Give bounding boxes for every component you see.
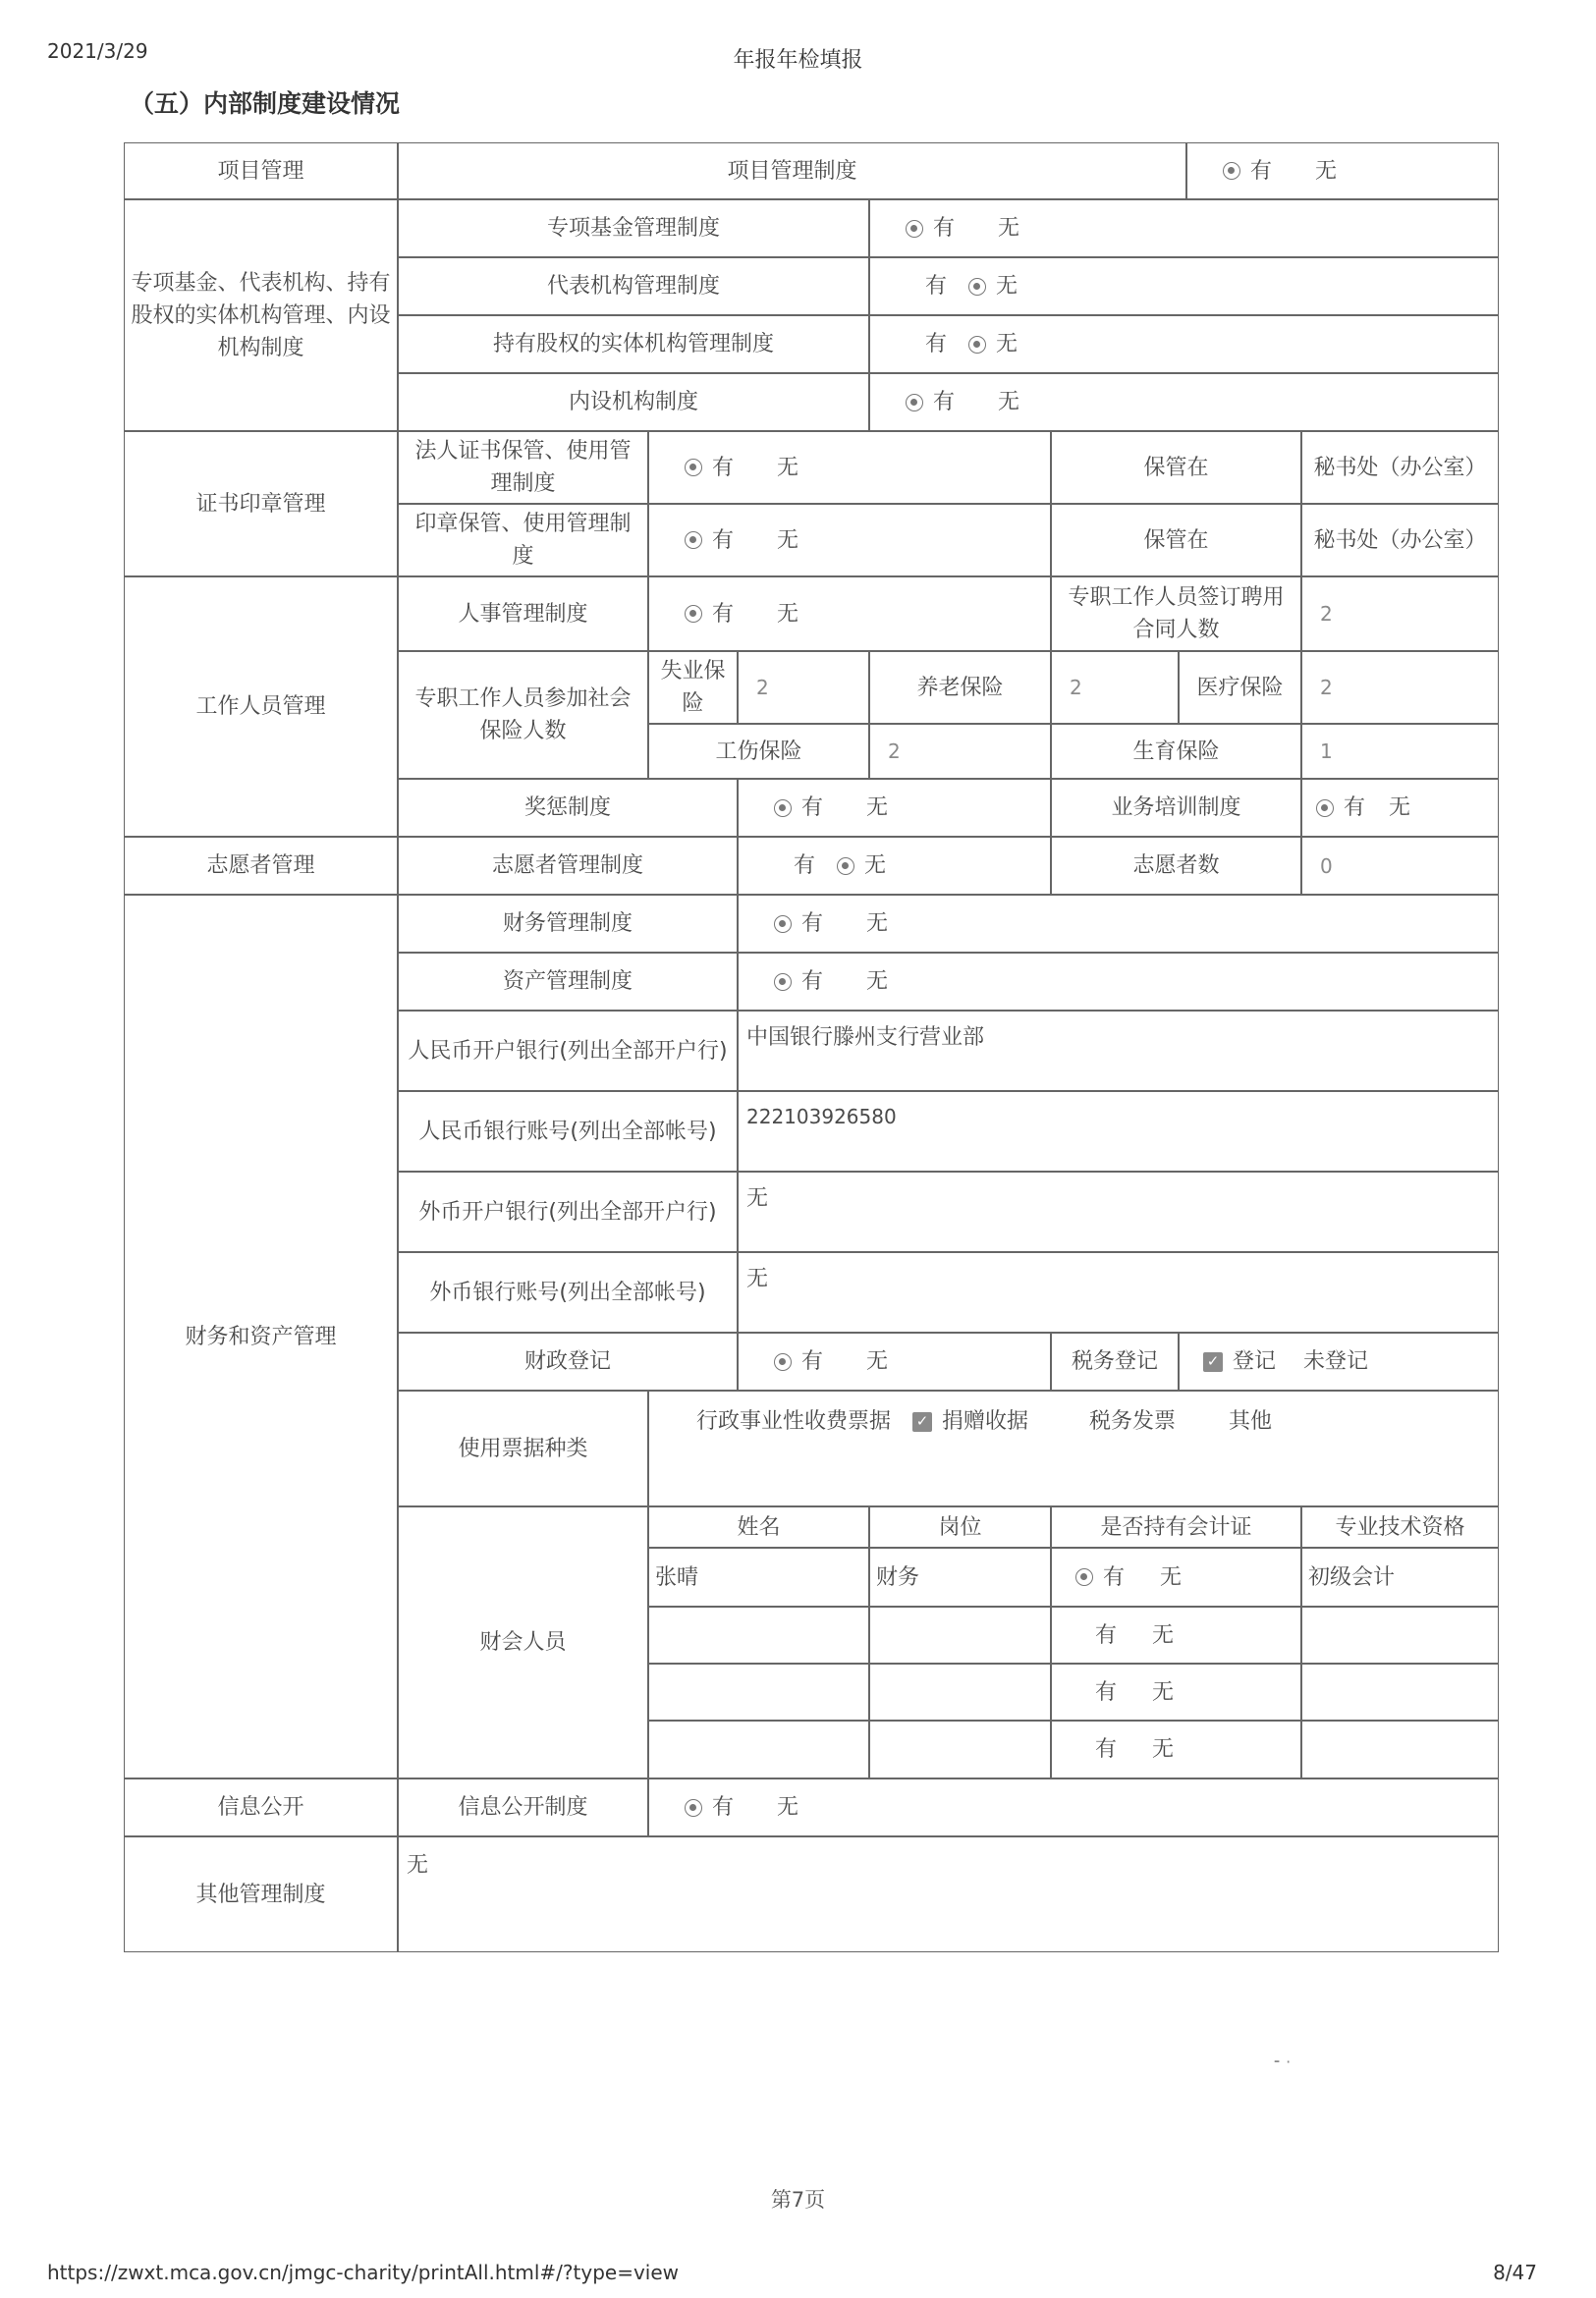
acct-row-1-qual: 初级会计	[1301, 1548, 1499, 1607]
acct-header-post: 岗位	[869, 1506, 1051, 1548]
training-label: 业务培训制度	[1051, 779, 1301, 837]
equity-entity-options: 有 无	[869, 315, 1499, 373]
contract-count-value: 2	[1301, 576, 1499, 651]
radio-selected-icon[interactable]	[774, 799, 792, 817]
checkbox-checked-icon[interactable]: ✓	[1203, 1352, 1223, 1372]
representative-label: 代表机构管理制度	[398, 257, 869, 315]
volunteer-count-value: 0	[1301, 837, 1499, 895]
pension-label: 养老保险	[869, 651, 1051, 724]
acct-row-4-cert: 有 无	[1051, 1721, 1301, 1778]
acct-row-3-post	[869, 1664, 1051, 1721]
acct-row-3-name	[648, 1664, 869, 1721]
unemployment-value: 2	[738, 651, 869, 724]
pension-value: 2	[1051, 651, 1179, 724]
print-date: 2021/3/29	[47, 39, 148, 63]
tax-reg-options: ✓ 登记 未登记	[1179, 1333, 1499, 1391]
medical-value: 2	[1301, 651, 1499, 724]
radio-selected-icon[interactable]	[685, 531, 702, 549]
project-system-options: 有 无	[1186, 142, 1499, 199]
acct-header-qual: 专业技术资格	[1301, 1506, 1499, 1548]
radio-selected-icon[interactable]	[685, 1799, 702, 1817]
radio-selected-icon[interactable]	[968, 278, 986, 296]
special-fund-label: 专项基金管理制度	[398, 199, 869, 257]
footer-url: https://zwxt.mca.gov.cn/jmgc-charity/printAll.html#/?type=view	[47, 2261, 680, 2284]
hr-system-options: 有 无	[648, 576, 1051, 651]
footer-page-count: 8/47	[1493, 2261, 1537, 2284]
acct-row-4-name	[648, 1721, 869, 1778]
other-system-value: 无	[398, 1836, 1499, 1952]
hr-system-label: 人事管理制度	[398, 576, 648, 651]
internal-org-options: 有 无	[869, 373, 1499, 431]
rmb-bank-label: 人民币开户银行(列出全部开户行)	[398, 1011, 738, 1091]
acct-row-2-qual	[1301, 1607, 1499, 1664]
certificate-label: 法人证书保管、使用管理制度	[398, 431, 648, 504]
section-title: （五）内部制度建设情况	[130, 89, 401, 118]
fx-account-value: 无	[738, 1252, 1499, 1333]
training-options: 有 无	[1301, 779, 1499, 837]
acct-row-4-post	[869, 1721, 1051, 1778]
maternity-label: 生育保险	[1051, 724, 1301, 779]
category-project: 项目管理	[124, 142, 398, 199]
volunteer-count-label: 志愿者数	[1051, 837, 1301, 895]
injury-value: 2	[869, 724, 1051, 779]
disclosure-system-label: 信息公开制度	[398, 1778, 648, 1836]
fx-account-label: 外币银行账号(列出全部帐号)	[398, 1252, 738, 1333]
finance-system-label: 财务管理制度	[398, 895, 738, 953]
radio-selected-icon[interactable]	[1075, 1568, 1093, 1586]
acct-row-1-post: 财务	[869, 1548, 1051, 1607]
internal-system-form	[124, 142, 1499, 1964]
seal-kept-at: 秘书处（办公室）	[1301, 504, 1499, 576]
acct-row-3-qual	[1301, 1664, 1499, 1721]
checkbox-checked-icon[interactable]: ✓	[912, 1412, 932, 1432]
representative-options: 有 无	[869, 257, 1499, 315]
fiscal-reg-label: 财政登记	[398, 1333, 738, 1391]
certificate-kept-at: 秘书处（办公室）	[1301, 431, 1499, 504]
category-special: 专项基金、代表机构、持有股权的实体机构管理、内设机构制度	[124, 199, 398, 431]
document-title: 年报年检填报	[733, 48, 863, 73]
rmb-bank-value: 中国银行滕州支行营业部	[738, 1011, 1499, 1091]
volunteer-system-options: 有 无	[738, 837, 1051, 895]
acct-row-1-cert: 有 无	[1051, 1548, 1301, 1607]
special-fund-options: 有 无	[869, 199, 1499, 257]
volunteer-system-label: 志愿者管理制度	[398, 837, 738, 895]
category-seal: 证书印章管理	[124, 431, 398, 576]
maternity-value: 1	[1301, 724, 1499, 779]
radio-selected-icon[interactable]	[906, 394, 923, 411]
insured-label: 专职工作人员参加社会保险人数	[398, 651, 648, 779]
category-disclosure: 信息公开	[124, 1778, 398, 1836]
asset-system-options: 有 无	[738, 953, 1499, 1011]
disclosure-system-options: 有 无	[648, 1778, 1499, 1836]
acct-header-cert: 是否持有会计证	[1051, 1506, 1301, 1548]
scan-speck: ⁃ ·	[1273, 2052, 1292, 2071]
project-system-label: 项目管理制度	[398, 142, 1186, 199]
rmb-account-value: 222103926580	[738, 1091, 1499, 1172]
certificate-kept-label: 保管在	[1051, 431, 1301, 504]
radio-selected-icon[interactable]	[1223, 162, 1240, 180]
receipt-type-label: 使用票据种类	[398, 1391, 648, 1506]
acct-row-3-cert: 有 无	[1051, 1664, 1301, 1721]
radio-selected-icon[interactable]	[774, 1353, 792, 1371]
radio-selected-icon[interactable]	[968, 336, 986, 354]
certificate-options: 有 无	[648, 431, 1051, 504]
category-staff: 工作人员管理	[124, 576, 398, 837]
reward-label: 奖惩制度	[398, 779, 738, 837]
unemployment-label: 失业保险	[648, 651, 738, 724]
medical-label: 医疗保险	[1179, 651, 1301, 724]
radio-selected-icon[interactable]	[685, 605, 702, 623]
acct-row-2-name	[648, 1607, 869, 1664]
page-number: 第7页	[770, 2188, 826, 2212]
acct-row-2-post	[869, 1607, 1051, 1664]
accountants-label: 财会人员	[398, 1506, 648, 1778]
acct-row-1-name: 张晴	[648, 1548, 869, 1607]
category-volunteer: 志愿者管理	[124, 837, 398, 895]
category-finance: 财务和资产管理	[124, 895, 398, 1778]
radio-selected-icon[interactable]	[837, 857, 854, 875]
acct-header-name: 姓名	[648, 1506, 869, 1548]
seal-kept-label: 保管在	[1051, 504, 1301, 576]
fx-bank-value: 无	[738, 1172, 1499, 1252]
radio-selected-icon[interactable]	[774, 915, 792, 933]
radio-selected-icon[interactable]	[774, 973, 792, 991]
fiscal-reg-options: 有 无	[738, 1333, 1051, 1391]
radio-selected-icon[interactable]	[1316, 799, 1334, 817]
receipt-type-options: 行政事业性收费票据 ✓ 捐赠收据 税务发票 其他	[648, 1391, 1499, 1506]
rmb-account-label: 人民币银行账号(列出全部帐号)	[398, 1091, 738, 1172]
injury-label: 工伤保险	[648, 724, 869, 779]
internal-org-label: 内设机构制度	[398, 373, 869, 431]
seal-label: 印章保管、使用管理制度	[398, 504, 648, 576]
reward-options: 有 无	[738, 779, 1051, 837]
asset-system-label: 资产管理制度	[398, 953, 738, 1011]
fx-bank-label: 外币开户银行(列出全部开户行)	[398, 1172, 738, 1252]
acct-row-4-qual	[1301, 1721, 1499, 1778]
acct-row-2-cert: 有 无	[1051, 1607, 1301, 1664]
seal-options: 有 无	[648, 504, 1051, 576]
finance-system-options: 有 无	[738, 895, 1499, 953]
tax-reg-label: 税务登记	[1051, 1333, 1179, 1391]
equity-entity-label: 持有股权的实体机构管理制度	[398, 315, 869, 373]
radio-selected-icon[interactable]	[685, 459, 702, 476]
category-other: 其他管理制度	[124, 1836, 398, 1952]
radio-selected-icon[interactable]	[906, 220, 923, 238]
contract-count-label: 专职工作人员签订聘用合同人数	[1051, 576, 1301, 651]
